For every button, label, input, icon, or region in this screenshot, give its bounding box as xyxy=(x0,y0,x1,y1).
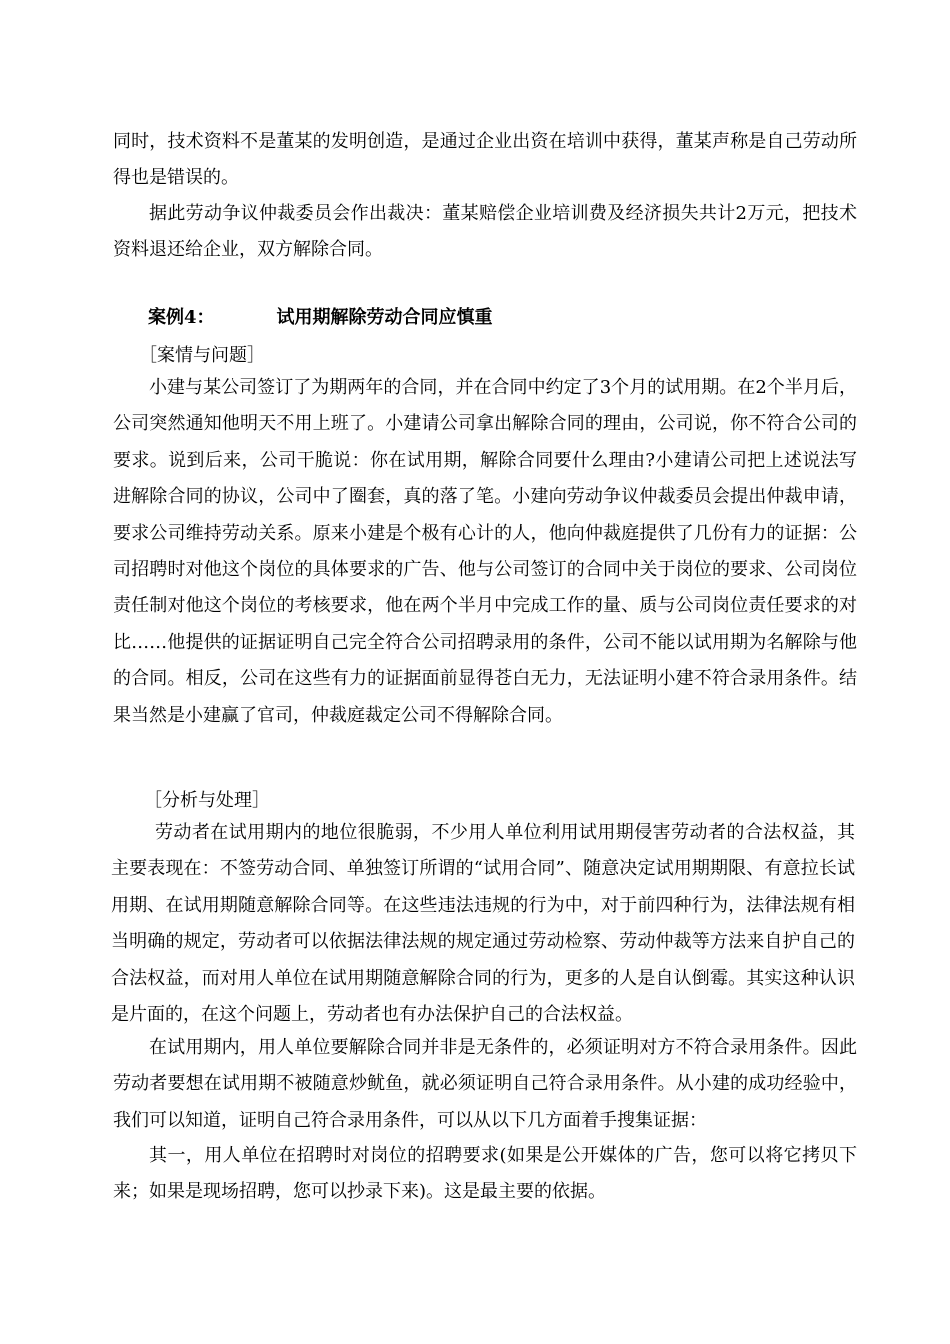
paragraph-analysis: 劳动者在试用期内的地位很脆弱，不少用人单位利用试用期侵害劳动者的合法权益，其主要表现在：不签劳动合同、单独签订所谓的“试用合同”、随意决定试用期期限、有意拉长试用期、在试用期随意解除合同等。在这些违法违规的行为中，对于前四种行为，法律法规有相当明确的规定，劳动者可以依据法律法规的规定通过劳动检察、劳动仲裁等方法来自护自己的合法权益，而对用人单位在试用期随意解除合同的行为，更多的人是自认倒霉。其实这种认识是片面的，在这个问题上，劳动者也有办法保护自己的合法权益。 xyxy=(111,822,855,1026)
section-label-case: ［案情与问题］ xyxy=(139,345,265,366)
case-title-text: 试用期解除劳动合同应慎重 xyxy=(276,307,493,328)
section-label-analysis: ［分析与处理］ xyxy=(144,790,270,811)
case-title xyxy=(148,303,493,333)
paragraph-first-evidence: 其一，用人单位在招聘时对岗位的招聘要求(如果是公开媒体的广告，您可以将它拷贝下来；如果是现场招聘，您可以抄录下来)。这是最主要的依据。 xyxy=(113,1145,857,1203)
paragraph-continuation: 同时，技术资料不是董某的发明创造，是通过企业出资在培训中获得，董某声称是自己劳动所得也是错误的。 xyxy=(113,131,857,189)
paragraph-probation: 在试用期内，用人单位要解除合同并非是无条件的，必须证明对方不符合录用条件。因此劳动者要想在试用期不被随意炒鱿鱼，就必须证明自己符合录用条件。从小建的成功经验中，我们可以知道，证明自己符合录用条件，可以从以下几方面着手搜集证据： xyxy=(113,1037,857,1131)
paragraph-ruling: 据此劳动争议仲裁委员会作出裁决：董某赔偿企业培训费及经济损失共计2万元，把技术资料退还给企业，双方解除合同。 xyxy=(113,203,857,261)
case-title-number: 案例4： xyxy=(148,307,215,328)
paragraph-case-facts: 小建与某公司签订了为期两年的合同，并在合同中约定了3个月的试用期。在2个半月后，公司突然通知他明天不用上班了。小建请公司拿出解除合同的理由，公司说，你不符合公司的要求。说到后来，公司干脆说：你在试用期，解除合同要什么理由?小建请公司把上述说法写进解除合同的协议，公司中了圈套，真的落了笔。小建向劳动争议仲裁委员会提出仲裁申请，要求公司维持劳动关系。原来小建是个极有心计的人，他向仲裁庭提供了几份有力的证据：公司招聘时对他这个岗位的具体要求的广告、他与公司签订的合同中关于岗位的要求、公司岗位责任制对他这个岗位的考核要求，他在两个半月中完成工作的量、质与公司岗位责任要求的对比……他提供的证据证明自己完全符合公司招聘录用的条件，公司不能以试用期为名解除与他的合同。相反，公司在这些有力的证据面前显得苍白无力，无法证明小建不符合录用条件。结果当然是小建赢了官司，仲裁庭裁定公司不得解除合同。 xyxy=(113,377,857,726)
